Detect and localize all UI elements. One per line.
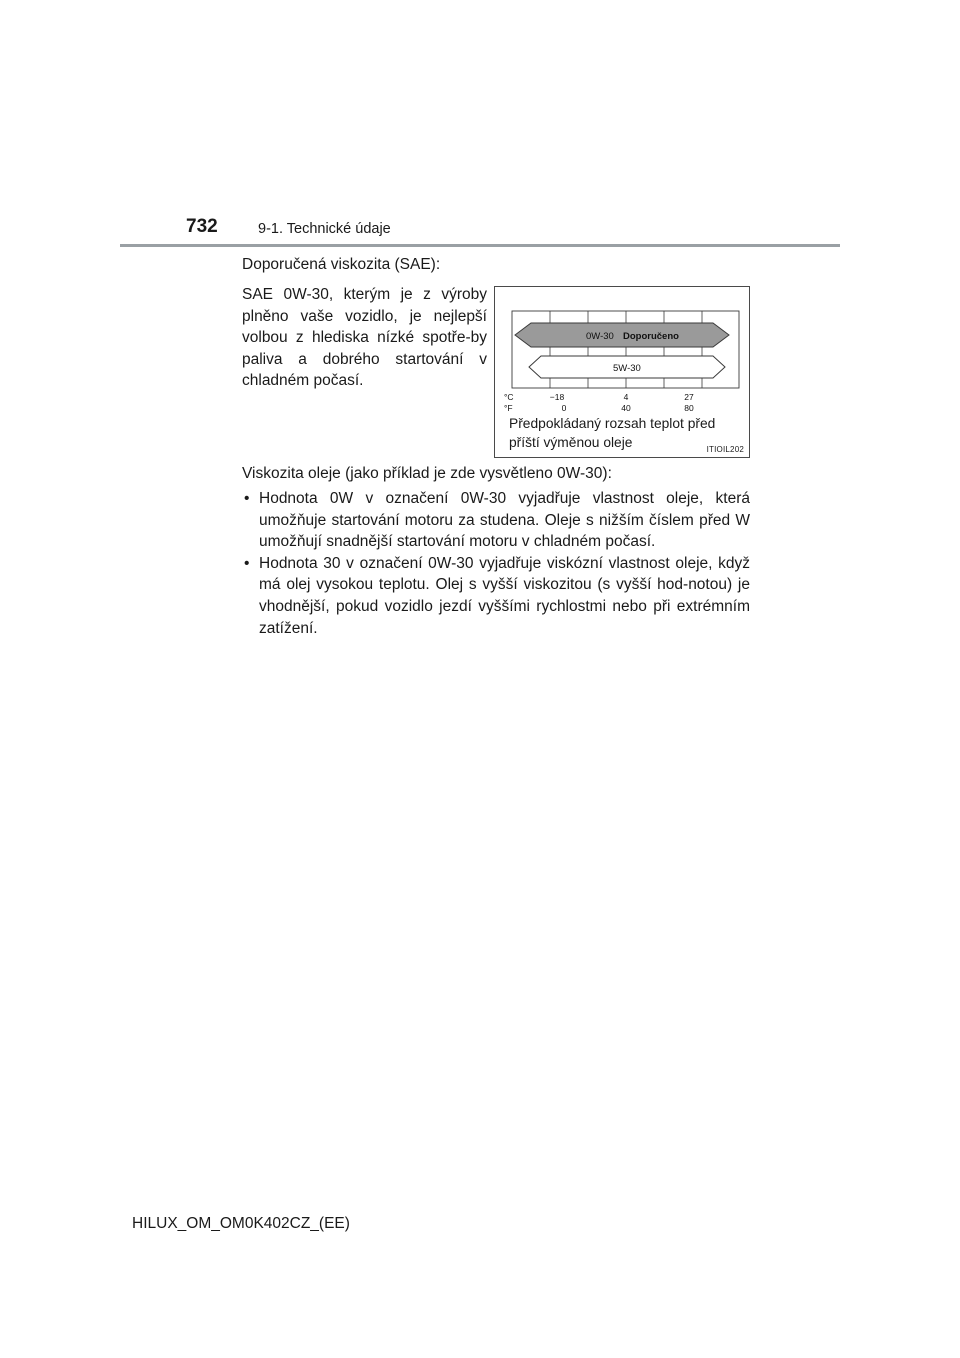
bullet-item <box>242 488 750 553</box>
tick-c: −18 <box>549 392 565 402</box>
figure-code: ITIOIL202 <box>706 445 744 454</box>
header-rule <box>120 244 840 247</box>
unit-celsius: °C <box>504 392 514 402</box>
bullet-marker: • <box>244 490 250 507</box>
tick-f: 40 <box>621 403 631 413</box>
tick-c: 27 <box>684 392 694 402</box>
bar-0w30-note: Doporučeno <box>623 331 679 342</box>
bullet-item <box>242 553 750 639</box>
unit-fahrenheit: °F <box>504 403 513 413</box>
bar-0w30-label: 0W-30 <box>586 331 614 342</box>
tick-c: 4 <box>623 392 629 402</box>
bar-0w30 <box>515 323 729 347</box>
figure-caption <box>509 414 715 452</box>
bullet-list <box>242 488 750 639</box>
bullet-marker: • <box>244 554 250 572</box>
viscosity-figure <box>494 286 750 458</box>
bar-5w30-label: 5W-30 <box>613 363 641 374</box>
caption-line-1: Předpokládaný rozsah teplot před <box>509 416 716 431</box>
footer-code: HILUX_OM_OM0K402CZ_(EE) <box>132 1215 350 1232</box>
page-number: 732 <box>186 216 218 237</box>
viscosity-subheading: Doporučená viskozita (SAE): <box>242 256 441 273</box>
intro-paragraph: SAE 0W-30, kterým je z výroby plněno vaše vozidlo, je nejlepší volbou z hlediska nízké spotře-by paliva a dobrého startování v chladném počasí. <box>242 286 487 389</box>
bullet-text: Hodnota 0W v označení 0W-30 vyjadřuje vlastnost oleje, která umožňuje startování motoru za studena. Oleje s nižším číslem před W umožňují snadnější startování motoru v chladném počasí. <box>259 490 750 551</box>
caption-line-2: příští výměnou oleje <box>509 435 633 450</box>
tick-f: 0 <box>561 403 567 413</box>
tick-f: 80 <box>684 403 694 413</box>
section-title: 9-1. Technické údaje <box>258 221 391 237</box>
bullet-text: Hodnota 30 v označení 0W-30 vyjadřuje viskózní vlastnost oleje, když má olej vysokou teplotu. Olej s vyšší viskozitou (s vyšší hod-notou) je vhodnější, pokud vozidlo jezdí vyššími rychlostmi nebo při extrémním zatížení. <box>259 554 750 637</box>
viscosity-heading: Viskozita oleje (jako příklad je zde vysvětleno 0W-30): <box>242 465 612 482</box>
